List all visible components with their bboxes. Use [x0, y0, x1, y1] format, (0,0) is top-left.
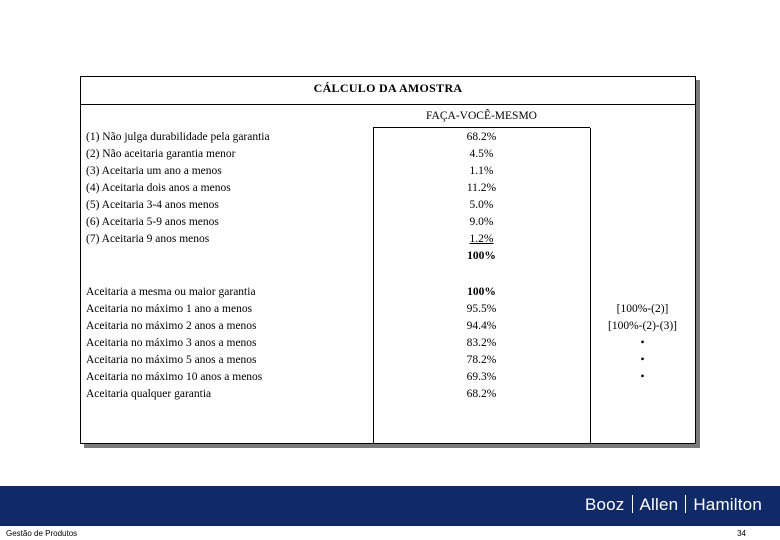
row-label: (7) Aceitaria 9 anos menos	[86, 233, 210, 245]
table-row	[81, 284, 695, 301]
table-row	[81, 163, 695, 180]
row-label: (6) Aceitaria 5-9 anos menos	[86, 216, 219, 228]
row-value: 1.1%	[469, 165, 494, 177]
table-row	[81, 231, 695, 248]
page-number: 34	[737, 529, 746, 538]
row-label: (4) Aceitaria dois anos a menos	[86, 182, 231, 194]
row-value: 4.5%	[469, 148, 494, 160]
brand-word: Booz	[584, 495, 625, 514]
group-total-value: 100%	[467, 250, 496, 262]
column-header: FAÇA-VOCÊ-MESMO	[426, 110, 537, 122]
table-row	[81, 335, 695, 352]
row-formula: [100%-(2)-(3)]	[608, 320, 677, 332]
brand-word: Hamilton	[693, 495, 762, 514]
row-label: Aceitaria no máximo 3 anos a menos	[86, 337, 257, 349]
brand-separator	[632, 495, 633, 513]
row-value: 68.2%	[466, 388, 497, 400]
row-formula: •	[640, 354, 645, 366]
row-value: 1.2%	[469, 233, 494, 245]
row-label: Aceitaria no máximo 1 ano a menos	[86, 303, 253, 315]
brand-separator	[685, 495, 686, 513]
table-row-total	[81, 248, 695, 265]
table-row	[81, 214, 695, 231]
table-row	[81, 352, 695, 369]
row-formula: •	[640, 337, 645, 349]
table-row	[81, 146, 695, 163]
footer-section-title: Gestão de Produtos	[6, 529, 78, 538]
table-row	[81, 129, 695, 146]
row-value: 94.4%	[466, 320, 497, 332]
row-label: (3) Aceitaria um ano a menos	[86, 165, 222, 177]
table-row	[81, 301, 695, 318]
brand-logo	[585, 495, 762, 515]
row-label: Aceitaria no máximo 10 anos a menos	[86, 371, 263, 383]
row-value: 83.2%	[466, 337, 497, 349]
row-value: 78.2%	[466, 354, 497, 366]
row-value: 11.2%	[466, 182, 497, 194]
brand-word: Allen	[639, 495, 679, 514]
table-title: CÁLCULO DA AMOSTRA	[313, 81, 463, 95]
row-label: Aceitaria no máximo 5 anos a menos	[86, 354, 257, 366]
row-label: Aceitaria no máximo 2 anos a menos	[86, 320, 257, 332]
row-label: (2) Não aceitaria garantia menor	[86, 148, 236, 160]
row-value: 69.3%	[466, 371, 497, 383]
table-row	[81, 369, 695, 386]
row-formula: •	[640, 371, 645, 383]
table-row	[81, 197, 695, 214]
table-row	[81, 180, 695, 197]
sample-calculation-table	[80, 76, 696, 444]
row-formula: [100%-(2)]	[616, 303, 669, 315]
row-value: 95.5%	[466, 303, 497, 315]
row-value: 100%	[467, 286, 496, 298]
row-label: (1) Não julga durabilidade pela garantia	[86, 131, 270, 143]
footer-band	[0, 486, 780, 526]
row-value: 5.0%	[469, 199, 494, 211]
row-value: 9.0%	[469, 216, 494, 228]
row-label: (5) Aceitaria 3-4 anos menos	[86, 199, 219, 211]
row-label: Aceitaria a mesma ou maior garantia	[86, 286, 256, 298]
row-value: 68.2%	[466, 131, 497, 143]
table-body	[81, 77, 695, 443]
row-label: Aceitaria qualquer garantia	[86, 388, 212, 400]
table-row	[81, 318, 695, 335]
table-row	[81, 386, 695, 403]
